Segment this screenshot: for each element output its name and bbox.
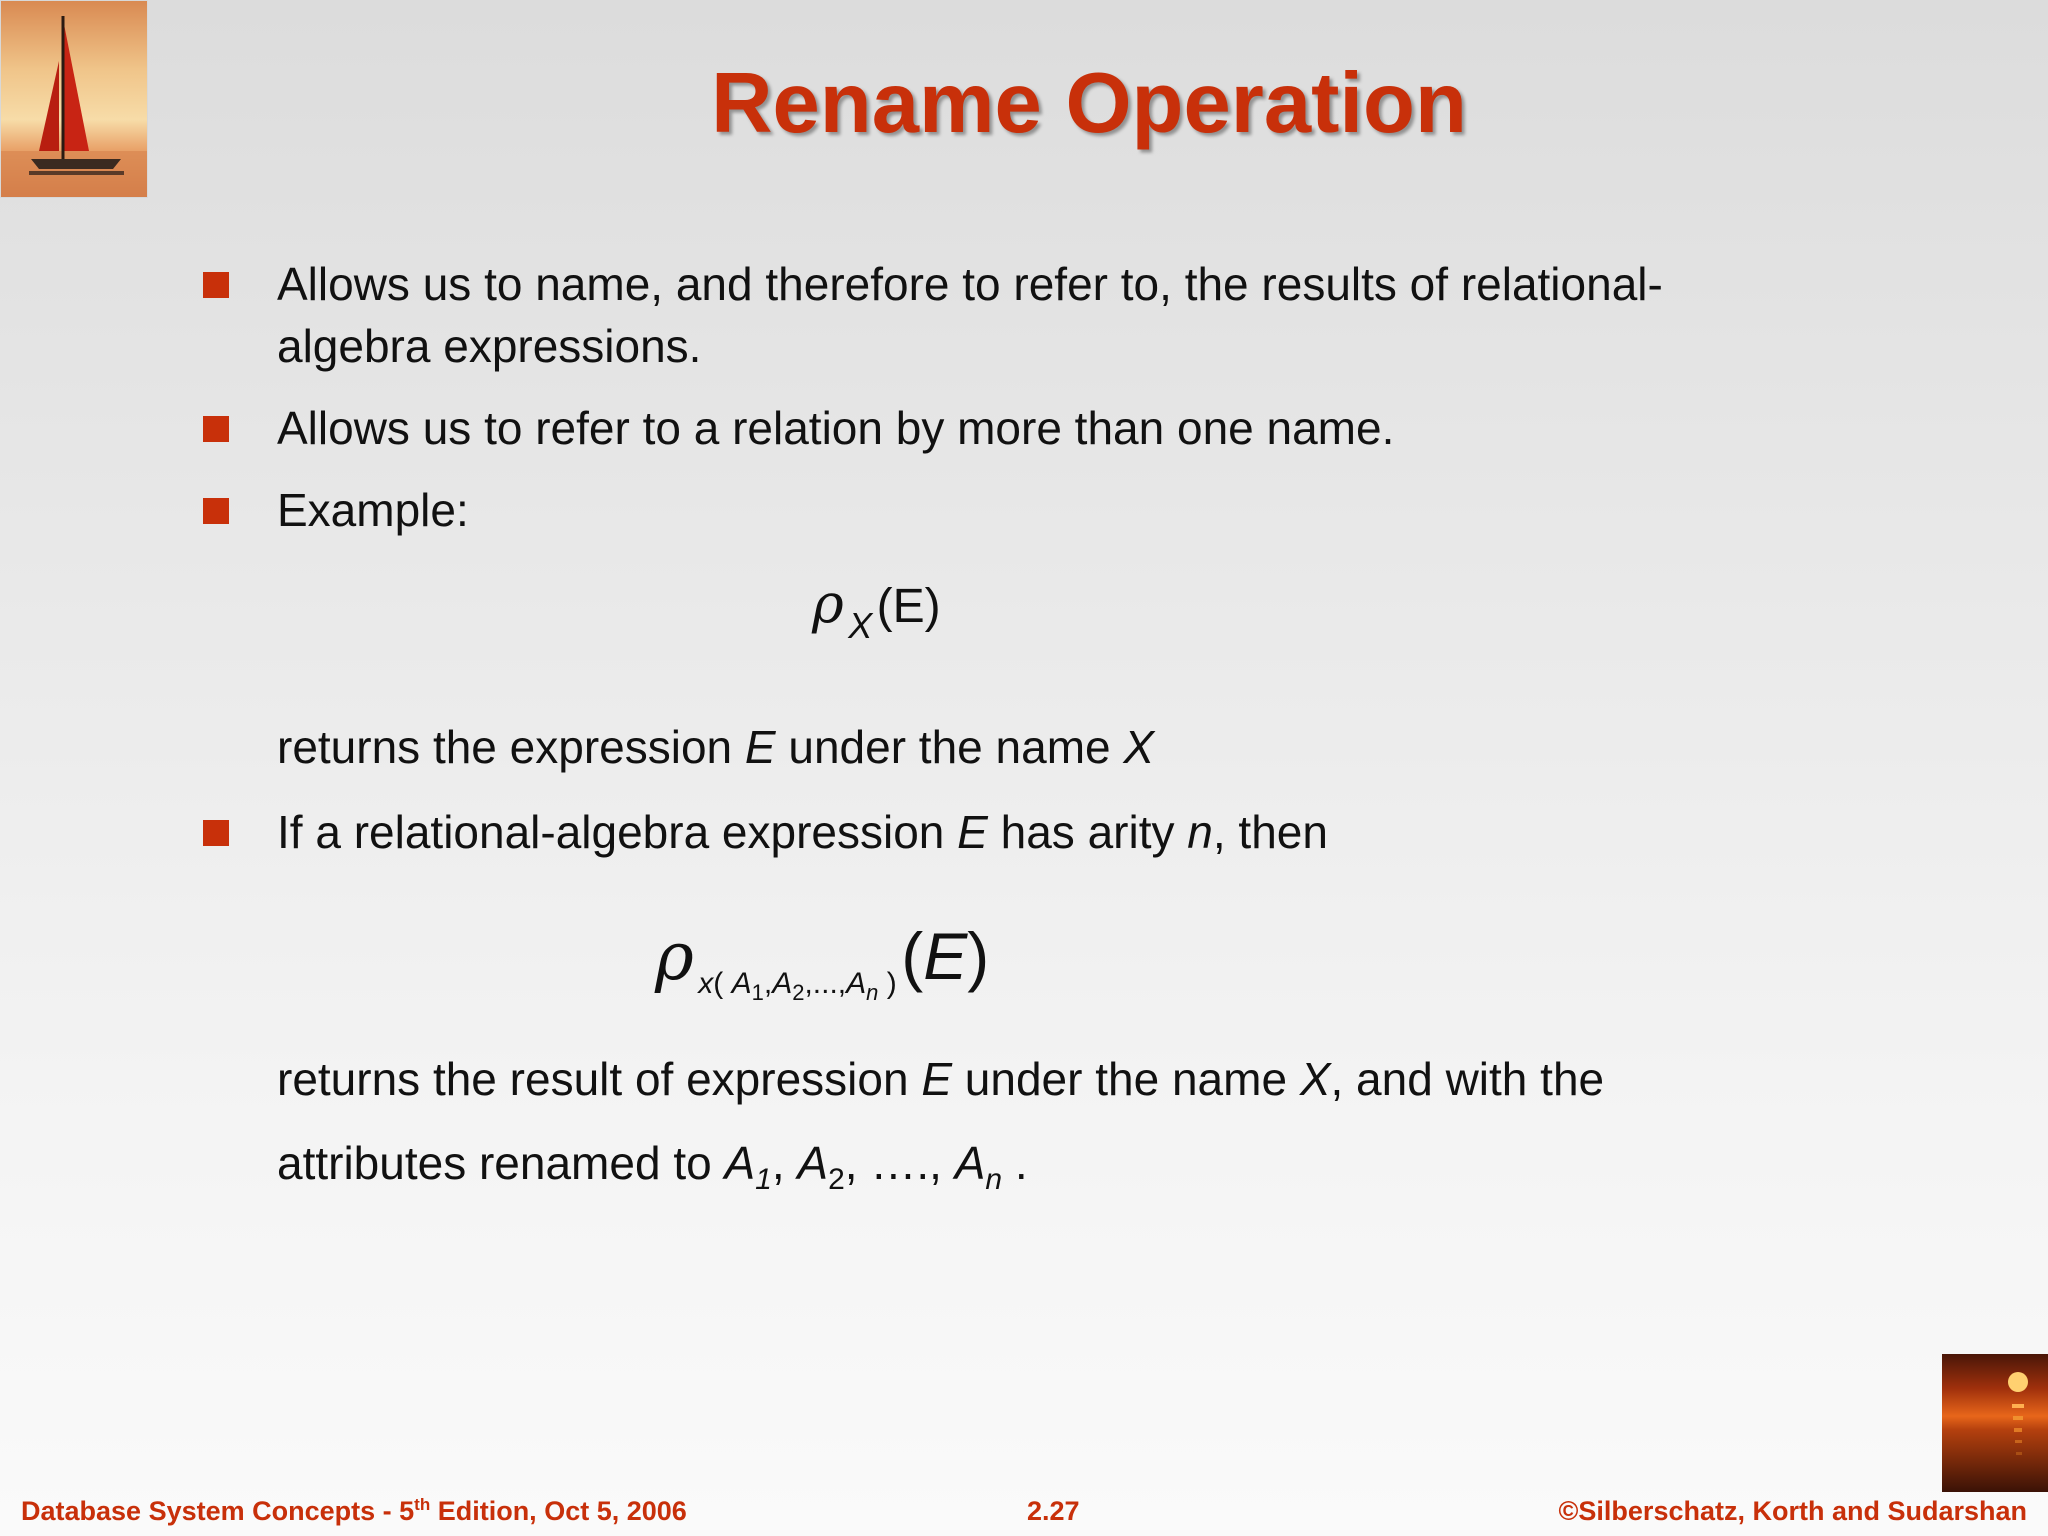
result-description-line2: attributes renamed to $A_1$, $A_2$, …., $A_n$ . — [277, 1137, 1028, 1197]
formula-subscript: x( $A_1,A_2,...,A_n$ ) — [698, 967, 897, 1005]
example-description: returns the expression E under the name X — [277, 721, 1155, 773]
bullet-text-2: Allows us to refer to a relation by more than one name. — [277, 402, 1395, 454]
bullet-marker — [203, 498, 229, 524]
bullet-text-1-line1: Allows us to name, and therefore to refer to, the results of relational- — [277, 258, 1663, 310]
formula-argument: (E) — [876, 580, 941, 633]
result-description-line1: returns the result of expression E under the name X, and with the — [277, 1053, 1605, 1105]
bullet-text-1-line2: algebra expressions. — [277, 320, 702, 372]
sunset-image — [1942, 1354, 2048, 1492]
rho-symbol: ρ — [812, 572, 844, 635]
formula-subscript: X — [848, 605, 873, 646]
bullet-marker — [203, 416, 229, 442]
footer-copyright: ©Silberschatz, Korth and Sudarshan — [1558, 1496, 2027, 1526]
bullet-text-4: If a relational-algebra expression E has arity n, then — [277, 806, 1328, 858]
rho-symbol: ρ — [655, 918, 694, 995]
page-number: 2.27 — [1027, 1496, 1080, 1526]
rename-formula-attributes: ρ x( $A_1,A_2,...,A_n$ ) (E) — [655, 918, 990, 1005]
rename-formula-simple — [812, 572, 941, 646]
footer-left: Database System Concepts - 5th Edition, Oct 5, 2006 — [21, 1495, 687, 1526]
bullet-marker — [203, 820, 229, 846]
slide-title: Rename Operation — [711, 56, 1467, 151]
bullet-text-3: Example: — [277, 484, 469, 536]
bullet-marker — [203, 272, 229, 298]
